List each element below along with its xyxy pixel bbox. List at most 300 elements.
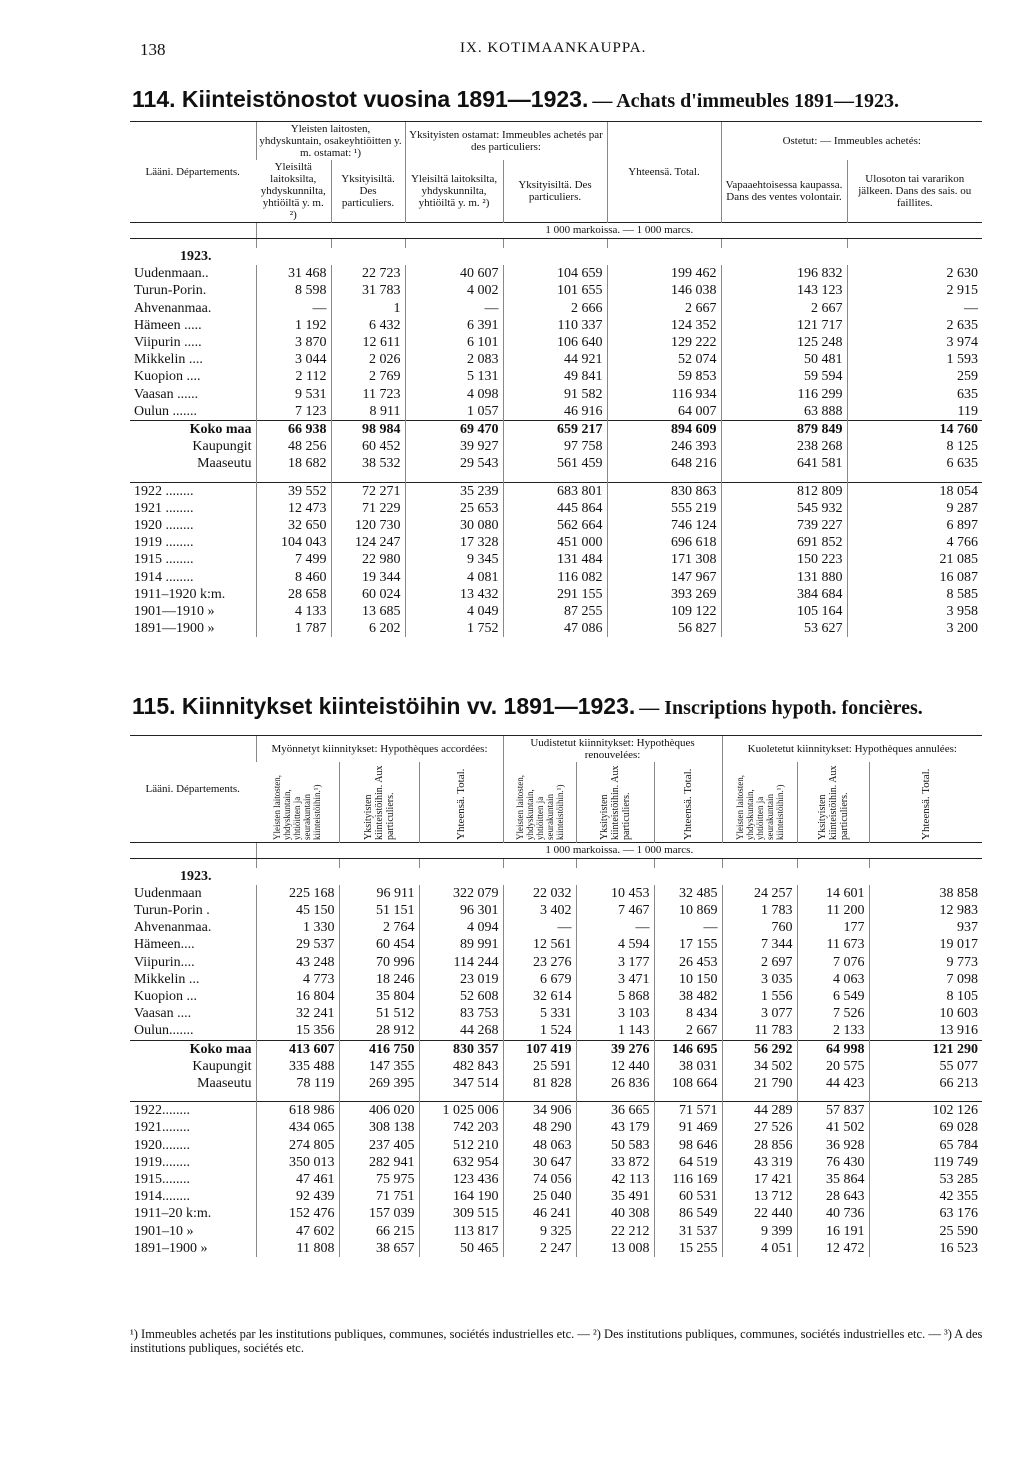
header-public-purchases: Yleisten laitosten, yhdyskuntain, osakeyhtiöitten y. m. ostamat: ¹) [256,122,405,161]
table-cell: 38 482 [654,988,722,1005]
table-cell: 4 766 [847,534,982,551]
table-cell: 123 436 [419,1171,503,1188]
table-cell: 9 345 [405,551,503,568]
table-row [130,265,982,282]
table-row [130,586,982,603]
table-row [130,482,982,500]
table-cell: 40 308 [576,1205,654,1222]
table-cell: 104 043 [256,534,331,551]
table-cell: 121 290 [869,1040,982,1058]
table-cell: 17 421 [722,1171,797,1188]
row-label: 1915 ........ [134,552,194,568]
table-cell: 66 938 [256,421,331,439]
table-cell: 632 954 [419,1154,503,1171]
table-row [130,351,982,368]
table-cell: 29 543 [405,455,503,472]
table-cell: 32 485 [654,885,722,902]
table-cell: 18 054 [847,482,982,500]
table-row [130,919,982,936]
table-cell: 164 190 [419,1188,503,1205]
table-cell: 350 013 [256,1154,339,1171]
table-cell: 3 471 [576,971,654,988]
table-cell: 11 808 [256,1240,339,1257]
header-voluntary-sales: Vapaaehtoisessa kaupassa. Dans des ventes volontair. [721,160,847,223]
table-cell: 30 080 [405,517,503,534]
table-cell: 36 665 [576,1102,654,1120]
table-cell: 10 453 [576,885,654,902]
table-cell: 44 268 [419,1022,503,1040]
header-cancelled: Kuoletetut kiinnitykset: Hypothèques annulées: [722,736,982,763]
table-cell: 2 697 [722,954,797,971]
table-row [130,1188,982,1205]
table-115-title-fi: 115. Kiinnitykset kiinteistöihin vv. 1891—1923. [132,693,636,719]
row-label: Kuopion ... [134,988,197,1004]
table-cell: 12 473 [256,500,331,517]
table-cell: 43 319 [722,1154,797,1171]
header-private-from-private: Yksityisiltä. Des particuliers. [503,160,607,223]
table-cell: 26 453 [654,954,722,971]
table-cell: 6 101 [405,334,503,351]
table-row [130,620,982,637]
table-cell: 3 402 [503,902,576,919]
table-cell: 12 561 [503,936,576,953]
subtotal-row [130,438,982,455]
table-cell: 28 658 [256,586,331,603]
table-row [130,300,982,317]
table-cell: 34 906 [503,1102,576,1120]
table-cell: 48 290 [503,1119,576,1136]
table-cell: 35 804 [339,988,419,1005]
table-cell: 152 476 [256,1205,339,1222]
table-cell: 31 783 [331,282,405,299]
table-cell: 879 849 [721,421,847,439]
table-cell: 46 916 [503,403,607,421]
table-cell: 4 094 [419,919,503,936]
table-cell: 39 552 [256,482,331,500]
table-cell: 11 723 [331,386,405,403]
running-title: IX. KOTIMAANKAUPPA. [460,40,647,56]
table-cell: 2 112 [256,368,331,385]
table-cell: 63 176 [869,1205,982,1222]
table-cell: 50 465 [419,1240,503,1257]
year-heading [130,248,982,265]
table-cell: 52 608 [419,988,503,1005]
table-cell: 56 292 [722,1040,797,1058]
table-cell: 40 607 [405,265,503,282]
table-cell: 25 591 [503,1058,576,1075]
table-row [130,954,982,971]
row-label: 1911–20 k:m. [134,1206,212,1222]
row-label: Hämeen.... [134,937,195,953]
table-cell: 16 804 [256,988,339,1005]
table-cell: 63 888 [721,403,847,421]
row-label: 1923. [180,868,212,884]
table-cell: 13 916 [869,1022,982,1040]
table-cell: 562 664 [503,517,607,534]
table-row [130,569,982,586]
table-cell: 121 717 [721,317,847,334]
table-cell: 51 151 [339,902,419,919]
table-cell: 56 827 [607,620,721,637]
header-public-from-private: Yksityisiltä. Des particuliers. [331,160,405,223]
table-cell: 81 828 [503,1075,576,1092]
table-row [130,368,982,385]
table-cell: 71 751 [339,1188,419,1205]
table-cell: 157 039 [339,1205,419,1222]
row-label: Viipurin ..... [134,335,202,351]
table-cell: 60 452 [331,438,405,455]
table-cell: 74 056 [503,1171,576,1188]
table-cell: — [654,919,722,936]
table-row [130,534,982,551]
row-label: 1891–1900 » [134,1240,208,1256]
table-cell: 26 836 [576,1075,654,1092]
table-cell: 98 646 [654,1137,722,1154]
units-note: 1 000 markoissa. — 1 000 marcs. [256,842,982,858]
table-114-title-fi: 114. Kiinteistönostot vuosina 1891—1923. [132,86,589,112]
table-cell: 6 897 [847,517,982,534]
table-cell: 9 325 [503,1223,576,1240]
table-cell: 7 123 [256,403,331,421]
table-cell: 44 423 [797,1075,869,1092]
header-granted: Myönnetyt kiinnitykset: Hypothèques accordées: [256,736,503,763]
table-cell: 3 035 [722,971,797,988]
table-cell: 746 124 [607,517,721,534]
header-renewed-public: Yleisten laitosten, yhdyskuntain, yhtiöitten ja seurakuntain kiinteistöihin.¹) [503,762,576,842]
row-label: 1919........ [134,1154,190,1170]
table-cell: 6 432 [331,317,405,334]
table-cell: 29 537 [256,936,339,953]
table-cell: 39 927 [405,438,503,455]
table-cell: 31 468 [256,265,331,282]
table-cell: 7 076 [797,954,869,971]
table-cell: 72 271 [331,482,405,500]
table-cell: 2 666 [503,300,607,317]
table-cell: 6 635 [847,455,982,472]
table-cell: 146 695 [654,1040,722,1058]
row-label: Koko maa [130,421,256,439]
table-cell: 47 461 [256,1171,339,1188]
row-label: Maaseutu [197,456,252,472]
table-cell: 8 585 [847,586,982,603]
row-label: Oulun ....... [134,403,197,419]
table-cell: 113 817 [419,1223,503,1240]
table-cell: 3 044 [256,351,331,368]
table-cell: 2 026 [331,351,405,368]
subtotal-row [130,1075,982,1092]
table-cell: 8 460 [256,569,331,586]
table-cell: 3 958 [847,603,982,620]
table-cell: 53 285 [869,1171,982,1188]
table-cell: 308 138 [339,1119,419,1136]
table-cell: 393 269 [607,586,721,603]
table-cell: — [503,919,576,936]
table-cell: 1 [331,300,405,317]
table-cell: 42 355 [869,1188,982,1205]
table-cell: 4 133 [256,603,331,620]
table-cell: 104 659 [503,265,607,282]
table-cell: 4 051 [722,1240,797,1257]
table-cell: 171 308 [607,551,721,568]
table-cell: 12 440 [576,1058,654,1075]
table-cell: 13 685 [331,603,405,620]
table-cell: 22 032 [503,885,576,902]
table-cell: 13 712 [722,1188,797,1205]
table-cell: 14 601 [797,885,869,902]
header-granted-total: Yhteensä. Total. [419,762,503,842]
table-cell: 120 730 [331,517,405,534]
row-label: Turun-Porin . [134,902,210,918]
table-cell: 70 996 [339,954,419,971]
table-cell: 309 515 [419,1205,503,1222]
table-cell: 21 085 [847,551,982,568]
table-cell: 9 399 [722,1223,797,1240]
table-cell: 1 752 [405,620,503,637]
table-cell: 545 932 [721,500,847,517]
table-row [130,317,982,334]
table-cell: 1 330 [256,919,339,936]
table-row [130,386,982,403]
table-cell: 13 432 [405,586,503,603]
table-row [130,1240,982,1257]
table-cell: 22 440 [722,1205,797,1222]
header-forced-sales: Ulosoton tai vararikon jälkeen. Dans des sais. ou faillites. [847,160,982,223]
table-cell: 2 667 [607,300,721,317]
table-cell: — [405,300,503,317]
table-row [130,1137,982,1154]
table-114-title-fr: — Achats d'immeubles 1891—1923. [592,90,900,112]
table-cell: 4 063 [797,971,869,988]
table-cell: 1 025 006 [419,1102,503,1120]
header-cancelled-public: Yleisten laitosten, yhdyskuntain, yhtiöitten ja seurakuntain kiinteistöihin.¹) [722,762,797,842]
table-cell: 1 593 [847,351,982,368]
table-cell: 1 192 [256,317,331,334]
row-label: Maaseutu [197,1075,252,1091]
table-cell: 648 216 [607,455,721,472]
table-cell: — [256,300,331,317]
table-cell: 635 [847,386,982,403]
table-cell: 38 858 [869,885,982,902]
table-row [130,282,982,299]
table-cell: 618 986 [256,1102,339,1120]
table-cell: 8 598 [256,282,331,299]
table-cell: 43 248 [256,954,339,971]
table-cell: 225 168 [256,885,339,902]
row-label: Uudenmaan.. [134,266,209,282]
table-cell: 23 276 [503,954,576,971]
table-cell: 66 215 [339,1223,419,1240]
table-cell: 38 532 [331,455,405,472]
table-cell: 259 [847,368,982,385]
row-label: 1922 ........ [130,482,256,500]
table-cell: 17 328 [405,534,503,551]
table-cell: 34 502 [722,1058,797,1075]
table-cell: 1 556 [722,988,797,1005]
table-115-title [132,693,992,720]
table-cell: 131 484 [503,551,607,568]
table-cell: 69 028 [869,1119,982,1136]
table-cell: 9 287 [847,500,982,517]
table-row [130,885,982,902]
table-cell: 5 331 [503,1005,576,1022]
table-cell: — [847,300,982,317]
table-row [130,902,982,919]
table-cell: 322 079 [419,885,503,902]
table-cell: 32 241 [256,1005,339,1022]
table-cell: 64 998 [797,1040,869,1058]
spacer-row [130,473,982,483]
table-cell: 43 179 [576,1119,654,1136]
table-cell: 48 063 [503,1137,576,1154]
table-cell: 1 057 [405,403,503,421]
table-cell: 16 523 [869,1240,982,1257]
table-cell: 36 928 [797,1137,869,1154]
table-cell: 8 105 [869,988,982,1005]
total-row [130,1040,982,1058]
table-cell: 57 837 [797,1102,869,1120]
table-cell: 71 571 [654,1102,722,1120]
table-cell: 10 603 [869,1005,982,1022]
table-115-title-fr: — Inscriptions hypoth. foncières. [639,697,923,719]
page-number: 138 [140,40,166,59]
table-cell: 110 337 [503,317,607,334]
table-cell: 11 200 [797,902,869,919]
table-cell: 35 491 [576,1188,654,1205]
table-cell: 60 024 [331,586,405,603]
header-total: Yhteensä. Total. [607,122,721,223]
table-cell: 18 682 [256,455,331,472]
table-row [130,334,982,351]
table-cell: 28 643 [797,1188,869,1205]
total-row [130,421,982,439]
units-note: 1 000 markoissa. — 1 000 marcs. [256,223,982,239]
table-cell: 6 679 [503,971,576,988]
table-cell: 114 244 [419,954,503,971]
spacer-row [130,239,982,249]
table-cell: 3 077 [722,1005,797,1022]
table-cell: 22 212 [576,1223,654,1240]
table-cell: 8 911 [331,403,405,421]
row-label: Kuopion .... [134,369,201,385]
table-cell: 119 749 [869,1154,982,1171]
table-cell: 92 439 [256,1188,339,1205]
table-cell: 641 581 [721,455,847,472]
table-cell: 131 880 [721,569,847,586]
table-cell: 291 155 [503,586,607,603]
table-cell: 22 723 [331,265,405,282]
table-cell: 2 769 [331,368,405,385]
header-renewed-total: Yhteensä. Total. [654,762,722,842]
header-private-purchases: Yksityisten ostamat: Immeubles achetés par des particuliers: [405,122,607,161]
table-cell: 2 667 [654,1022,722,1040]
table-cell: 7 098 [869,971,982,988]
table-cell: 12 611 [331,334,405,351]
table-cell: 2 083 [405,351,503,368]
row-label: 1901—1910 » [134,604,215,620]
table-cell: 830 357 [419,1040,503,1058]
table-cell: 53 627 [721,620,847,637]
table-cell: 116 299 [721,386,847,403]
table-cell: 269 395 [339,1075,419,1092]
table-cell: 2 667 [721,300,847,317]
table-cell: 47 602 [256,1223,339,1240]
table-cell: 451 000 [503,534,607,551]
row-label: 1901–10 » [134,1223,194,1239]
table-cell: 143 123 [721,282,847,299]
table-cell: 66 213 [869,1075,982,1092]
table-cell: 18 246 [339,971,419,988]
table-cell: 89 991 [419,936,503,953]
table-cell: 147 967 [607,569,721,586]
table-cell: 49 841 [503,368,607,385]
header-renewed: Uudistetut kiinnitykset: Hypothèques renouvelées: [503,736,722,763]
table-cell: 3 177 [576,954,654,971]
table-cell: 4 594 [576,936,654,953]
header-private-from-institutions: Yleisiltä laitoksilta, yhdyskunnilta, yhtiöiltä y. m. ²) [405,160,503,223]
table-cell: 416 750 [339,1040,419,1058]
table-cell: 246 393 [607,438,721,455]
table-cell: 274 805 [256,1137,339,1154]
table-cell: 27 526 [722,1119,797,1136]
table-row [130,1223,982,1240]
table-cell: 146 038 [607,282,721,299]
header-public-from-institutions: Yleisiltä laitoksilta, yhdyskunnilta, yhtiöiltä y. m. ²) [260,161,326,221]
table-cell: 4 002 [405,282,503,299]
row-label: Hämeen ..... [134,317,202,333]
table-cell: 50 481 [721,351,847,368]
table-row [130,1171,982,1188]
table-cell: 106 640 [503,334,607,351]
table-cell: 64 007 [607,403,721,421]
table-cell: 25 590 [869,1223,982,1240]
table-cell: 4 049 [405,603,503,620]
header-cancelled-private: Yksityisten kiinteistöihin. Aux particuliers. [797,762,869,842]
table-cell: 2 133 [797,1022,869,1040]
row-label: 1923. [180,249,212,264]
table-cell: 71 229 [331,500,405,517]
table-115 [130,735,982,1257]
row-label: 1915........ [134,1171,190,1187]
row-label: Viipurin.... [134,954,195,970]
table-cell: 434 065 [256,1119,339,1136]
table-cell: 445 864 [503,500,607,517]
table-cell: 38 031 [654,1058,722,1075]
table-cell: 4 098 [405,386,503,403]
table-cell: 238 268 [721,438,847,455]
table-cell: 48 256 [256,438,331,455]
table-cell: 46 241 [503,1205,576,1222]
table-cell: 691 852 [721,534,847,551]
table-cell: 22 980 [331,551,405,568]
table-cell: 125 248 [721,334,847,351]
table-row [130,936,982,953]
table-cell: 30 647 [503,1154,576,1171]
table-cell: 282 941 [339,1154,419,1171]
table-row [130,1005,982,1022]
table-cell: 15 356 [256,1022,339,1040]
table-cell: 25 040 [503,1188,576,1205]
table-cell: 116 934 [607,386,721,403]
table-cell: 17 155 [654,936,722,953]
table-cell: — [576,919,654,936]
table-cell: 41 502 [797,1119,869,1136]
table-cell: 28 912 [339,1022,419,1040]
table-cell: 101 655 [503,282,607,299]
table-cell: 237 405 [339,1137,419,1154]
row-label: 1914........ [134,1189,190,1205]
table-cell: 384 684 [721,586,847,603]
table-row [130,603,982,620]
